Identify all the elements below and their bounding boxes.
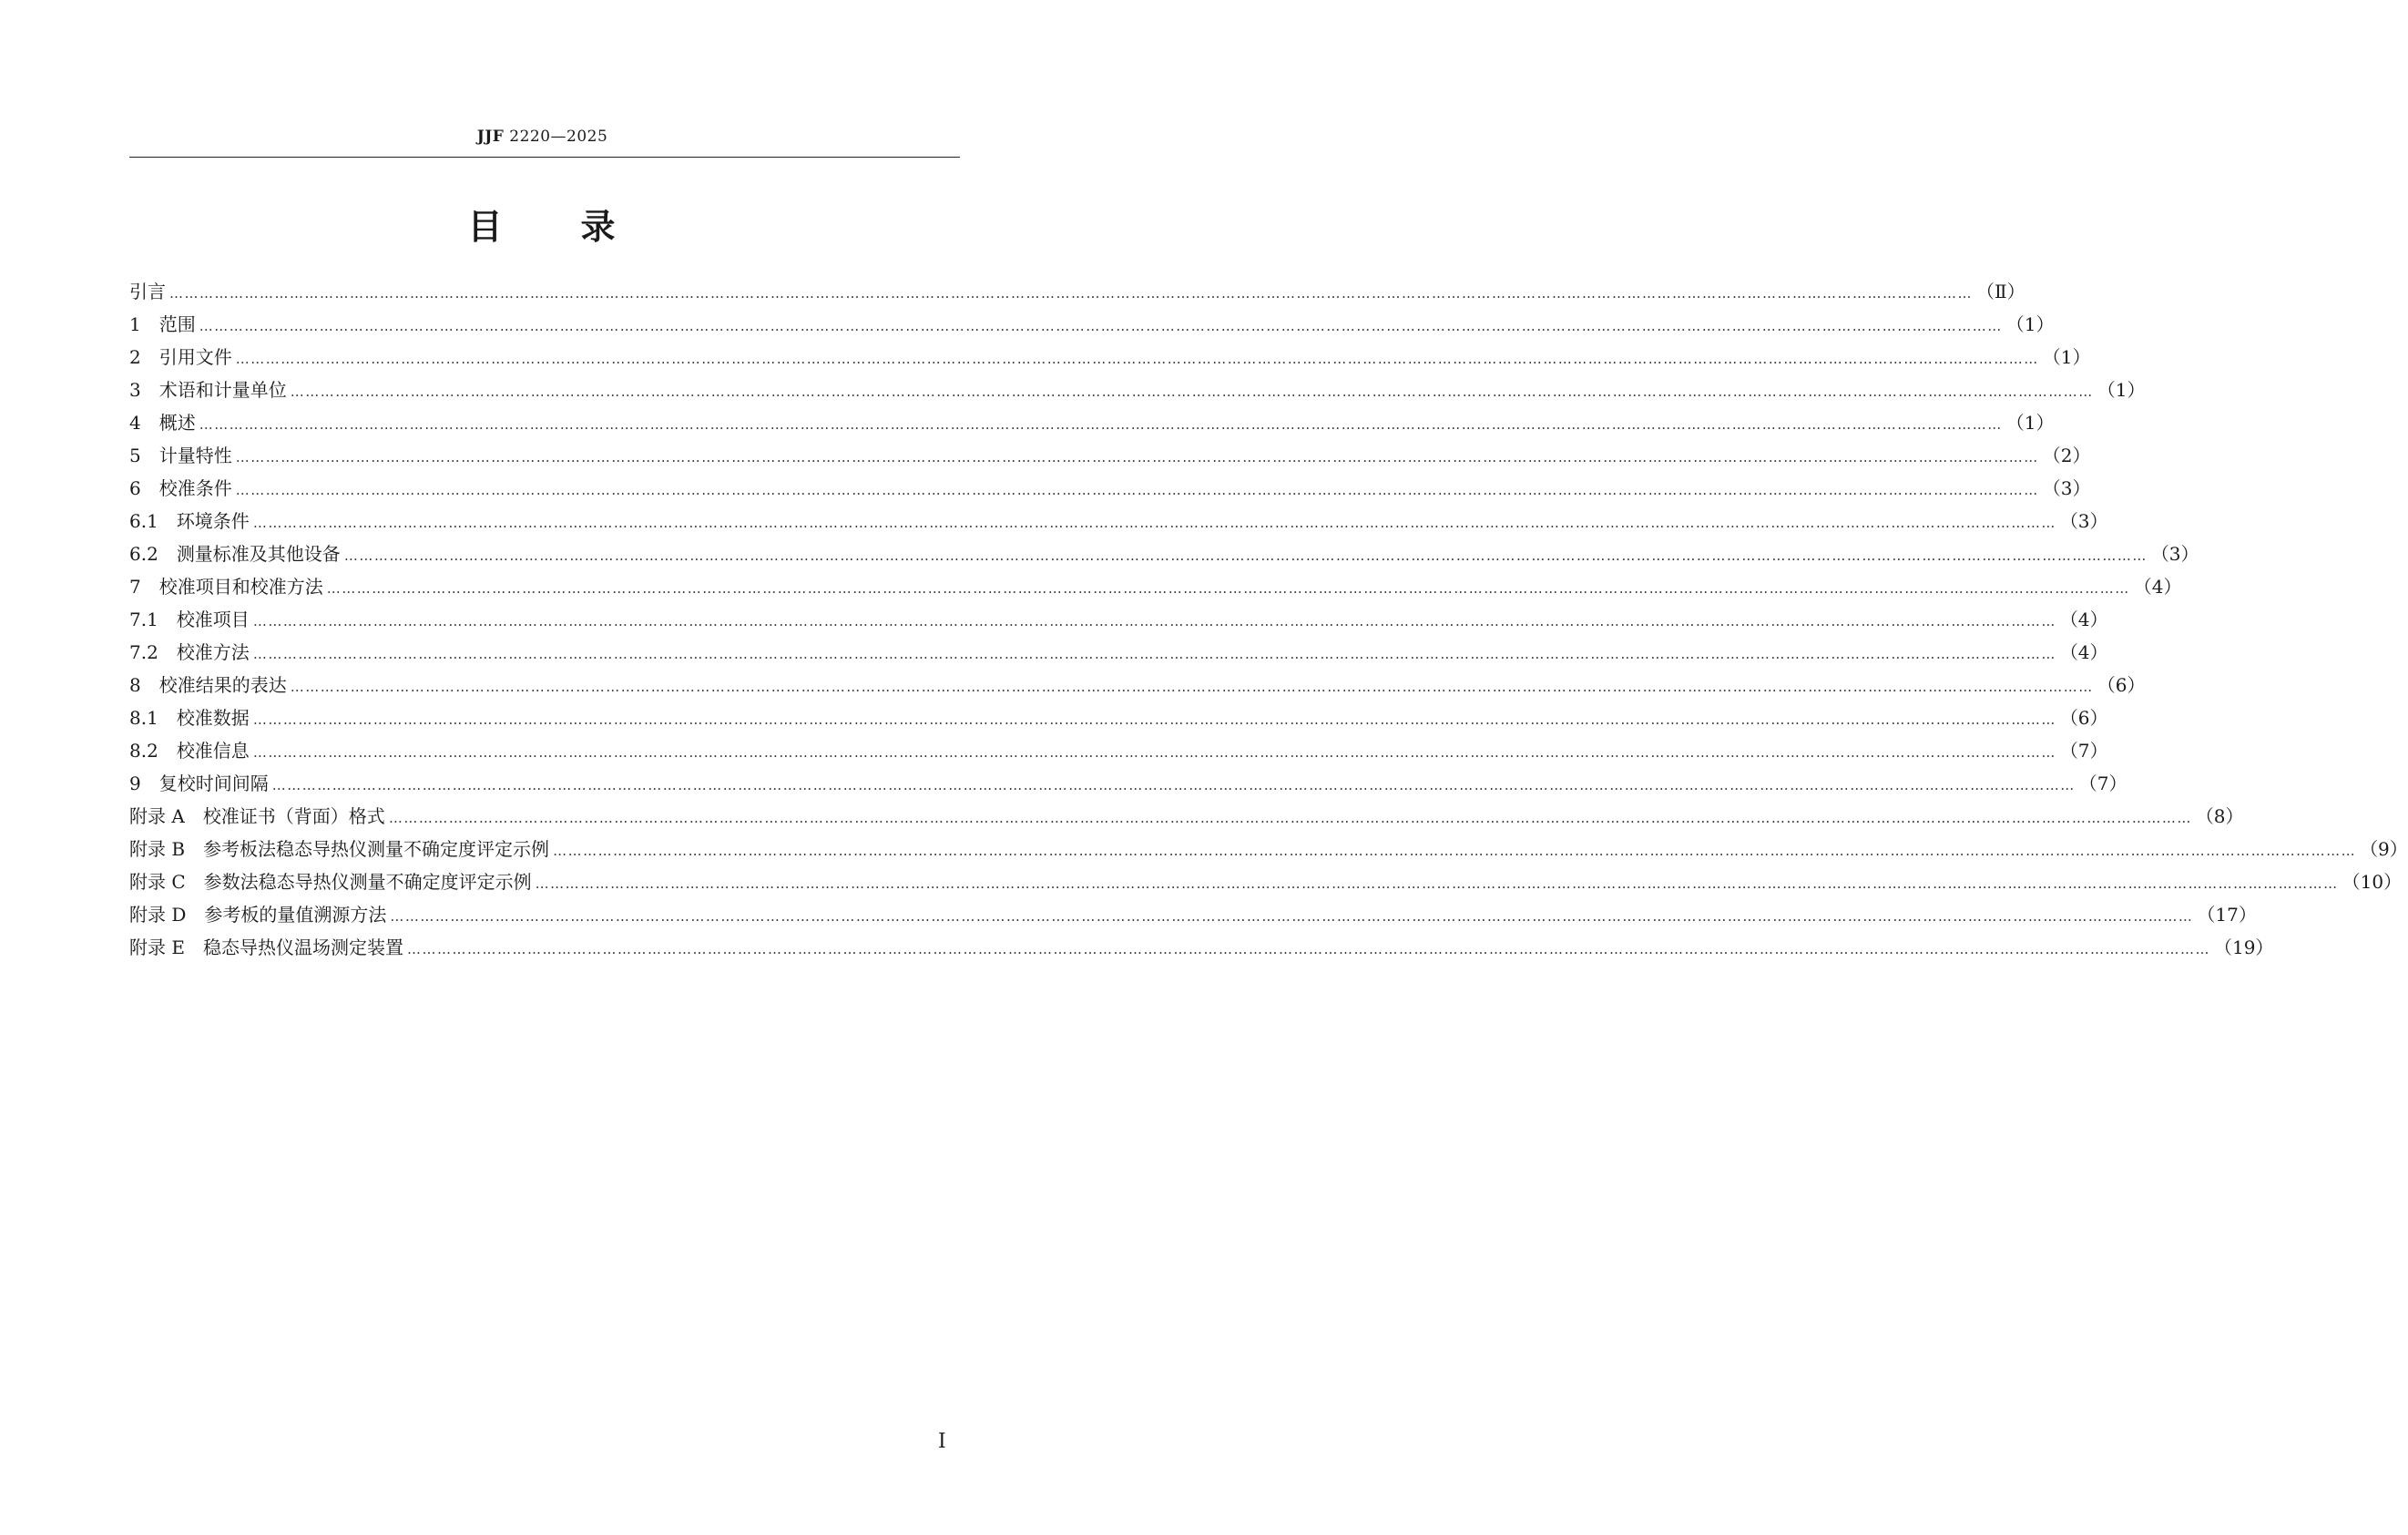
toc-entry[interactable]	[129, 374, 2146, 406]
toc-entry[interactable]	[129, 439, 2091, 472]
toc-entry-page: （3）	[2059, 510, 2108, 532]
page-title	[0, 199, 1085, 249]
toc-entry[interactable]	[129, 406, 2055, 439]
toc-entry-number: 6	[129, 477, 159, 499]
toc-entry-page: （9）	[2360, 838, 2408, 860]
document-code-prefix: JJF	[476, 128, 505, 146]
toc-leader-dots: ………………………………………………………………………………………………………………………………………………………………………………………………………………………………………………………………………………………………………………………………	[326, 580, 2130, 597]
toc-leader-dots: ………………………………………………………………………………………………………………………………………………………………………………………………………………………………………………………………………………………………………………………………	[535, 875, 2339, 892]
toc-entry-number: 4	[129, 412, 159, 434]
toc-leader-dots: ………………………………………………………………………………………………………………………………………………………………………………………………………………………………………………………………………………………………………………………………	[235, 449, 2039, 466]
toc-entry-number: 9	[129, 773, 159, 794]
toc-entry-page: （1）	[2005, 313, 2055, 335]
toc-entry-label: 校准方法	[176, 641, 250, 663]
toc-entry-number: 附录 C	[129, 871, 204, 893]
toc-entry-page: （1）	[2042, 346, 2091, 368]
toc-entry[interactable]	[129, 701, 2108, 734]
toc-leader-dots: ………………………………………………………………………………………………………………………………………………………………………………………………………………………………………………………………………………………………………………………………	[290, 679, 2094, 695]
toc-entry[interactable]	[129, 570, 2182, 603]
toc-entry-label: 参数法稳态导热仪测量不确定度评定示例	[203, 871, 532, 893]
document-code-number: 2220—2025	[504, 128, 608, 146]
toc-entry-label: 稳态导热仪温场测定装置	[202, 936, 403, 958]
toc-entry-page: （10）	[2342, 871, 2403, 893]
toc-entry-number: 1	[129, 313, 159, 335]
title-char-right: 录	[580, 207, 617, 247]
header-rule	[129, 157, 960, 158]
toc-entry-number: 8.1	[129, 707, 177, 729]
toc-entry-number: 8.2	[129, 740, 177, 762]
toc-entry[interactable]	[129, 537, 2199, 570]
page-number: Ⅰ	[938, 1430, 946, 1453]
toc-entry-number: 2	[129, 346, 159, 368]
toc-entry-label: 复校时间间隔	[158, 773, 269, 794]
toc-entry-label: 校准项目和校准方法	[158, 576, 323, 598]
toc-leader-dots: ………………………………………………………………………………………………………………………………………………………………………………………………………………………………………………………………………………………………………………………………	[388, 810, 2192, 826]
toc-leader-dots: ………………………………………………………………………………………………………………………………………………………………………………………………………………………………………………………………………………………………………………………………	[235, 482, 2039, 498]
toc-entry-number: 7.2	[129, 641, 177, 663]
toc-entry-page: （1）	[2097, 379, 2146, 401]
toc-entry-label: 校准条件	[158, 477, 232, 499]
toc-entry-label: 校准结果的表达	[158, 674, 287, 696]
toc-entry-label: 引用文件	[158, 346, 232, 368]
toc-entry-label: 参考板法稳态导热仪测量不确定度评定示例	[203, 838, 550, 860]
toc-entry-page: （Ⅱ）	[1976, 281, 2025, 302]
toc-entry-label: 引言	[129, 281, 166, 302]
toc-entry[interactable]	[129, 603, 2108, 636]
toc-entry-label: 测量标准及其他设备	[176, 543, 341, 565]
document-code-header	[0, 128, 1085, 146]
toc-leader-dots: ………………………………………………………………………………………………………………………………………………………………………………………………………………………………………………………………………………………………………………………………	[252, 744, 2056, 761]
toc-entry-label: 参考板的量值溯源方法	[204, 904, 387, 926]
toc-entry-label: 校准证书（背面）格式	[202, 805, 385, 827]
toc-entry[interactable]	[129, 308, 2055, 341]
toc-leader-dots: ………………………………………………………………………………………………………………………………………………………………………………………………………………………………………………………………………………………………………………………………	[252, 711, 2056, 728]
toc-entry-number: 6.2	[129, 543, 177, 565]
toc-leader-dots: ………………………………………………………………………………………………………………………………………………………………………………………………………………………………………………………………………………………………………………………………	[169, 285, 1973, 302]
toc-entry[interactable]	[129, 800, 2244, 833]
toc-entry-label: 校准项目	[176, 609, 250, 630]
toc-entry-page: （17）	[2197, 904, 2257, 926]
toc-leader-dots: ………………………………………………………………………………………………………………………………………………………………………………………………………………………………………………………………………………………………………………………………	[252, 613, 2056, 629]
toc-leader-dots: ………………………………………………………………………………………………………………………………………………………………………………………………………………………………………………………………………………………………………………………………	[290, 384, 2094, 400]
toc-entry-label: 术语和计量单位	[158, 379, 287, 401]
toc-entry-number: 附录 E	[129, 936, 203, 958]
toc-entry-label: 校准信息	[176, 740, 250, 762]
toc-entry-number: 5	[129, 445, 159, 466]
title-char-left: 目	[467, 207, 505, 247]
table-of-contents	[129, 275, 2408, 964]
toc-entry-number: 6.1	[129, 510, 177, 532]
toc-entry-number: 附录 B	[129, 838, 204, 860]
toc-entry[interactable]	[129, 275, 2025, 308]
toc-entry-page: （8）	[2195, 805, 2244, 827]
toc-entry-label: 计量特性	[158, 445, 232, 466]
toc-entry-number: 附录 D	[129, 904, 205, 926]
toc-entry[interactable]	[129, 734, 2108, 767]
toc-entry-number: 3	[129, 379, 159, 401]
toc-entry[interactable]	[129, 865, 2403, 898]
toc-entry-number: 附录 A	[129, 805, 203, 827]
toc-entry-label: 校准数据	[176, 707, 250, 729]
toc-entry-page: （19）	[2213, 936, 2274, 958]
toc-entry-label: 概述	[158, 412, 196, 434]
toc-entry-page: （1）	[2005, 412, 2055, 434]
toc-leader-dots: ………………………………………………………………………………………………………………………………………………………………………………………………………………………………………………………………………………………………………………………………	[390, 908, 2194, 925]
toc-entry[interactable]	[129, 636, 2108, 669]
toc-leader-dots: ………………………………………………………………………………………………………………………………………………………………………………………………………………………………………………………………………………………………………………………………	[199, 318, 2003, 334]
toc-entry-page: （7）	[2078, 773, 2127, 794]
toc-entry-label: 范围	[158, 313, 196, 335]
toc-leader-dots: ………………………………………………………………………………………………………………………………………………………………………………………………………………………………………………………………………………………………………………………………	[235, 351, 2039, 367]
toc-entry-page: （4）	[2059, 641, 2108, 663]
toc-entry-label: 环境条件	[176, 510, 250, 532]
toc-entry[interactable]	[129, 341, 2091, 374]
toc-entry-page: （4）	[2059, 609, 2108, 630]
toc-leader-dots: ………………………………………………………………………………………………………………………………………………………………………………………………………………………………………………………………………………………………………………………………	[199, 416, 2003, 433]
toc-leader-dots: ………………………………………………………………………………………………………………………………………………………………………………………………………………………………………………………………………………………………………………………………	[252, 515, 2056, 531]
toc-entry[interactable]	[129, 669, 2146, 701]
toc-entry[interactable]	[129, 472, 2091, 505]
toc-entry[interactable]	[129, 505, 2108, 537]
toc-entry-page: （4）	[2133, 576, 2182, 598]
toc-entry-number: 7.1	[129, 609, 177, 630]
toc-leader-dots: ………………………………………………………………………………………………………………………………………………………………………………………………………………………………………………………………………………………………………………………………	[406, 941, 2210, 957]
toc-entry-page: （3）	[2150, 543, 2199, 565]
toc-leader-dots: ………………………………………………………………………………………………………………………………………………………………………………………………………………………………………………………………………………………………………………………………	[343, 547, 2148, 564]
toc-entry-page: （6）	[2059, 707, 2108, 729]
toc-entry-page: （2）	[2042, 445, 2091, 466]
toc-leader-dots: ………………………………………………………………………………………………………………………………………………………………………………………………………………………………………………………………………………………………………………………………	[252, 646, 2056, 662]
toc-entry[interactable]	[129, 898, 2257, 931]
toc-entry[interactable]	[129, 767, 2127, 800]
toc-entry[interactable]	[129, 931, 2274, 964]
toc-leader-dots: ………………………………………………………………………………………………………………………………………………………………………………………………………………………………………………………………………………………………………………………………	[271, 777, 2076, 793]
toc-entry-page: （3）	[2042, 477, 2091, 499]
toc-entry[interactable]	[129, 833, 2408, 865]
toc-entry-number: 7	[129, 576, 159, 598]
toc-entry-page: （7）	[2059, 740, 2108, 762]
toc-leader-dots: ………………………………………………………………………………………………………………………………………………………………………………………………………………………………………………………………………………………………………………………………	[553, 843, 2357, 859]
toc-entry-page: （6）	[2097, 674, 2146, 696]
toc-entry-number: 8	[129, 674, 159, 696]
